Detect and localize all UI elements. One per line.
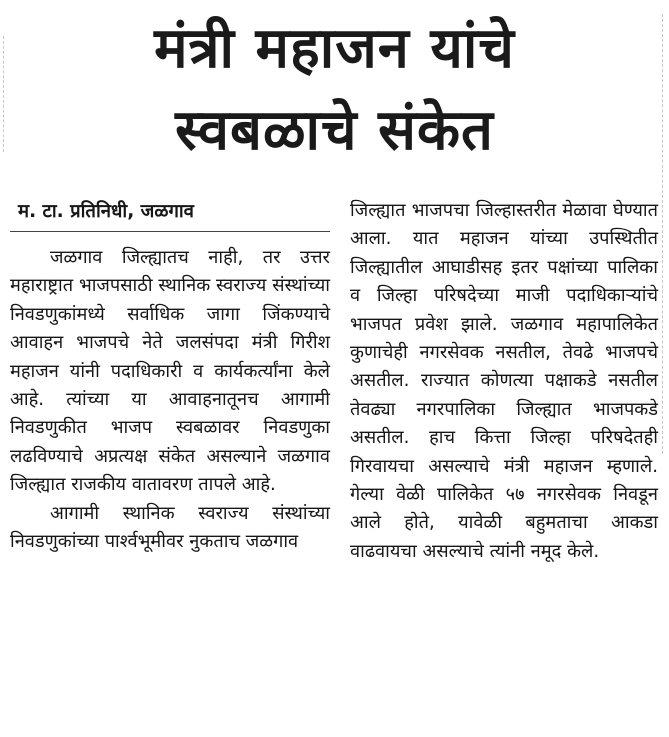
headline-line-2: स्वबळाचे संकेत	[175, 98, 494, 163]
paragraph-1: जळगाव जिल्ह्यातच नाही, तर उत्तर महाराष्ट्रात भाजपसाठी स्थानिक स्वराज्य संस्थांच्या निवडणुकांमध्ये सर्वाधिक जागा जिंकण्याचे आवाहन भाजपचे नेते जलसंपदा मंत्री गिरीश महाजन यांनी पदाधिकारी व कार्यकर्त्यांना केले आहे. त्यांच्या या आवाहनातूनच आगामी निवडणुकीत भाजप स्वबळावर निवडणुका लढविण्याचे अप्रत्यक्ष संकेत असल्याने जळगाव जिल्ह्यात राजकीय वातावरण तापले आहे.	[10, 247, 330, 496]
paragraph-2-continued: जिल्ह्यात भाजपचा जिल्हास्तरीत मेळावा घेण्यात आला. यात महाजन यांच्या उपस्थितीत जिल्ह्यातील आघाडीसह इतर पक्षांच्या पालिका व जिल्हा परिषदेच्या माजी पदाधिकाऱ्यांचे भाजपत प्रवेश झाले. जळगाव महापालिकेत कुणाचेही नगरसेवक नसतील, तेवढे भाजपचे असतील. राज्यात कोणत्या पक्षाकडे नसतील तेवढ्या नगरपालिका जिल्ह्यात भाजपकडे असतील. हाच कित्ता जिल्हा परिषदेतही गिरवायचा असल्याचे मंत्री महाजन म्हणाले. गेल्या वेळी पालिकेत ५७ नगरसेवक निवडून आले होते, यावेळी बहुमताचा आकडा वाढवायचा असल्याचे त्यांनी नमूद केले.	[350, 200, 658, 562]
paragraph-2-start: आगामी स्थानिक स्वराज्य संस्थांच्या निवडणुकांच्या पार्श्वभूमीवर नुकताच जळगाव	[10, 502, 330, 553]
headline	[0, 8, 669, 172]
headline-line-1: मंत्री महाजन यांचे	[154, 16, 515, 81]
article-column-right	[350, 197, 658, 566]
byline: म. टा. प्रतिनिधी, जळगाव	[10, 197, 330, 232]
article-column-left	[10, 197, 330, 556]
